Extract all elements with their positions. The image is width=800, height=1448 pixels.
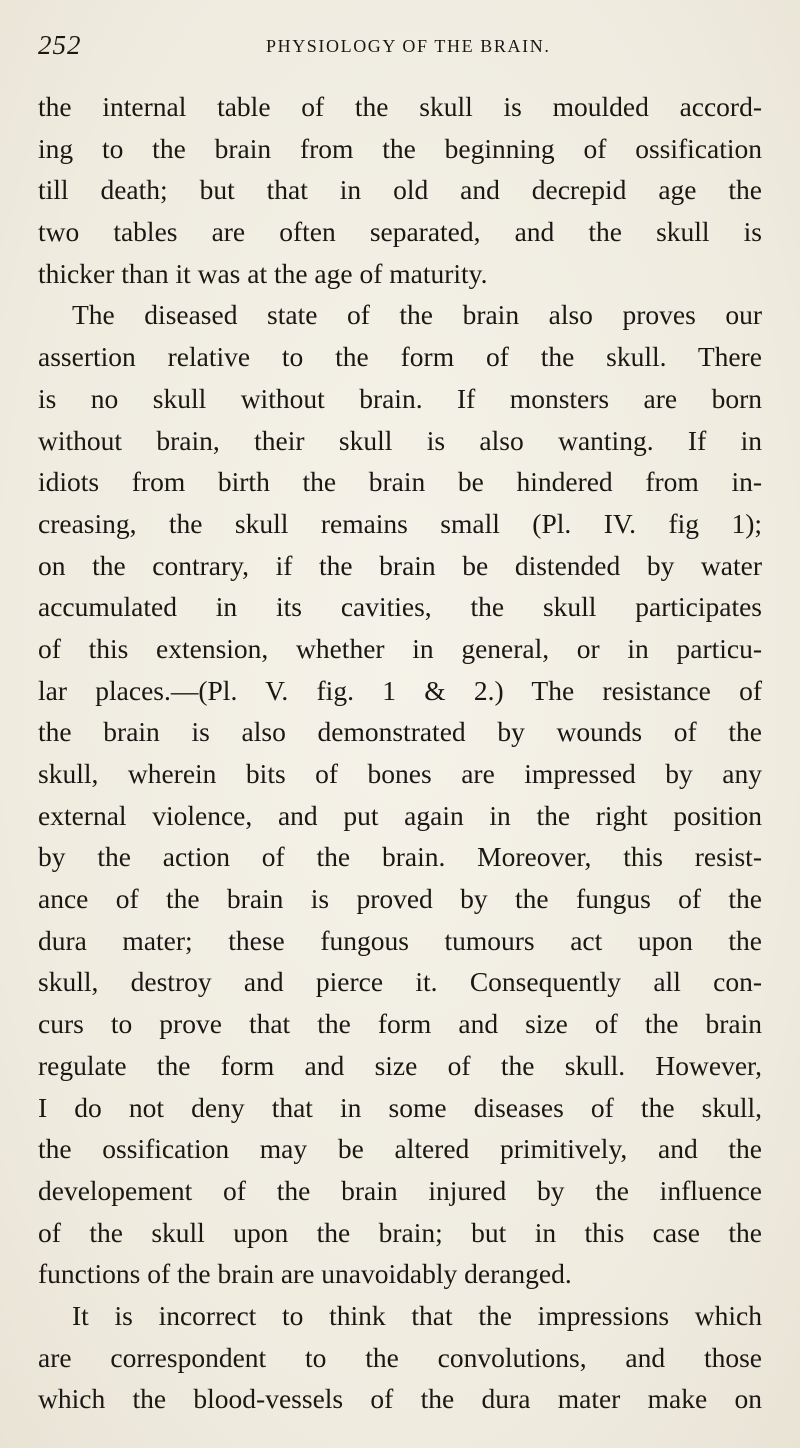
text-line: the internal table of the skull is moulded accord-: [38, 91, 762, 122]
text-line: I do not deny that in some diseases of the skull,: [38, 1091, 762, 1123]
text-line: by the action of the brain. Moreover, this resist-: [38, 841, 762, 873]
text-line: functions of the brain are unavoidably deranged.: [38, 1258, 572, 1290]
text-line: external violence, and put again in the right position: [38, 799, 762, 831]
text-line: dura mater; these fungous tumours act upon the: [38, 924, 762, 956]
running-head: PHYSIOLOGY OF THE BRAIN.: [266, 36, 551, 56]
text-line: lar places.—(Pl. V. fig. 1 & 2.) The resistance of: [38, 674, 762, 706]
text-line: of this extension, whether in general, or in particu-: [38, 632, 762, 664]
text-line: on the contrary, if the brain be distended by water: [38, 549, 762, 581]
text-line: ing to the brain from the beginning of ossification: [38, 132, 762, 164]
text-line: The diseased state of the brain also proves our: [72, 299, 762, 331]
text-line: are correspondent to the convolutions, and those: [38, 1341, 762, 1373]
text-line: the ossification may be altered primitively, and the: [38, 1133, 762, 1165]
text-line: developement of the brain injured by the influence: [38, 1174, 762, 1206]
text-line: which the blood-vessels of the dura mater make on: [38, 1383, 762, 1415]
text-line: thicker than it was at the age of maturity.: [38, 257, 488, 289]
text-line: creasing, the skull remains small (Pl. IV. fig 1);: [38, 507, 762, 539]
text-line: skull, destroy and pierce it. Consequently all con-: [38, 966, 762, 998]
text-line: till death; but that in old and decrepid age the: [38, 174, 762, 206]
page-header: [38, 30, 762, 64]
text-line: curs to prove that the form and size of the brain: [38, 1008, 762, 1040]
body-text: [38, 86, 762, 1420]
text-line: without brain, their skull is also wanting. If in: [38, 424, 762, 456]
text-line: skull, wherein bits of bones are impressed by any: [38, 758, 762, 789]
text-line: accumulated in its cavities, the skull participates: [38, 591, 762, 623]
text-line: is no skull without brain. If monsters are born: [38, 382, 762, 414]
text-line: of the skull upon the brain; but in this case the: [38, 1216, 762, 1248]
text-line: ance of the brain is proved by the fungus of the: [38, 883, 762, 915]
text-line: two tables are often separated, and the skull is: [38, 216, 762, 248]
text-line: regulate the form and size of the skull. However,: [38, 1049, 762, 1081]
text-line: assertion relative to the form of the skull. There: [38, 341, 762, 373]
text-line: idiots from birth the brain be hindered from in-: [38, 466, 762, 498]
text-line: the brain is also demonstrated by wounds of the: [38, 716, 762, 748]
page-number: 252: [38, 30, 82, 60]
text-line: It is incorrect to think that the impressions which: [72, 1299, 762, 1331]
